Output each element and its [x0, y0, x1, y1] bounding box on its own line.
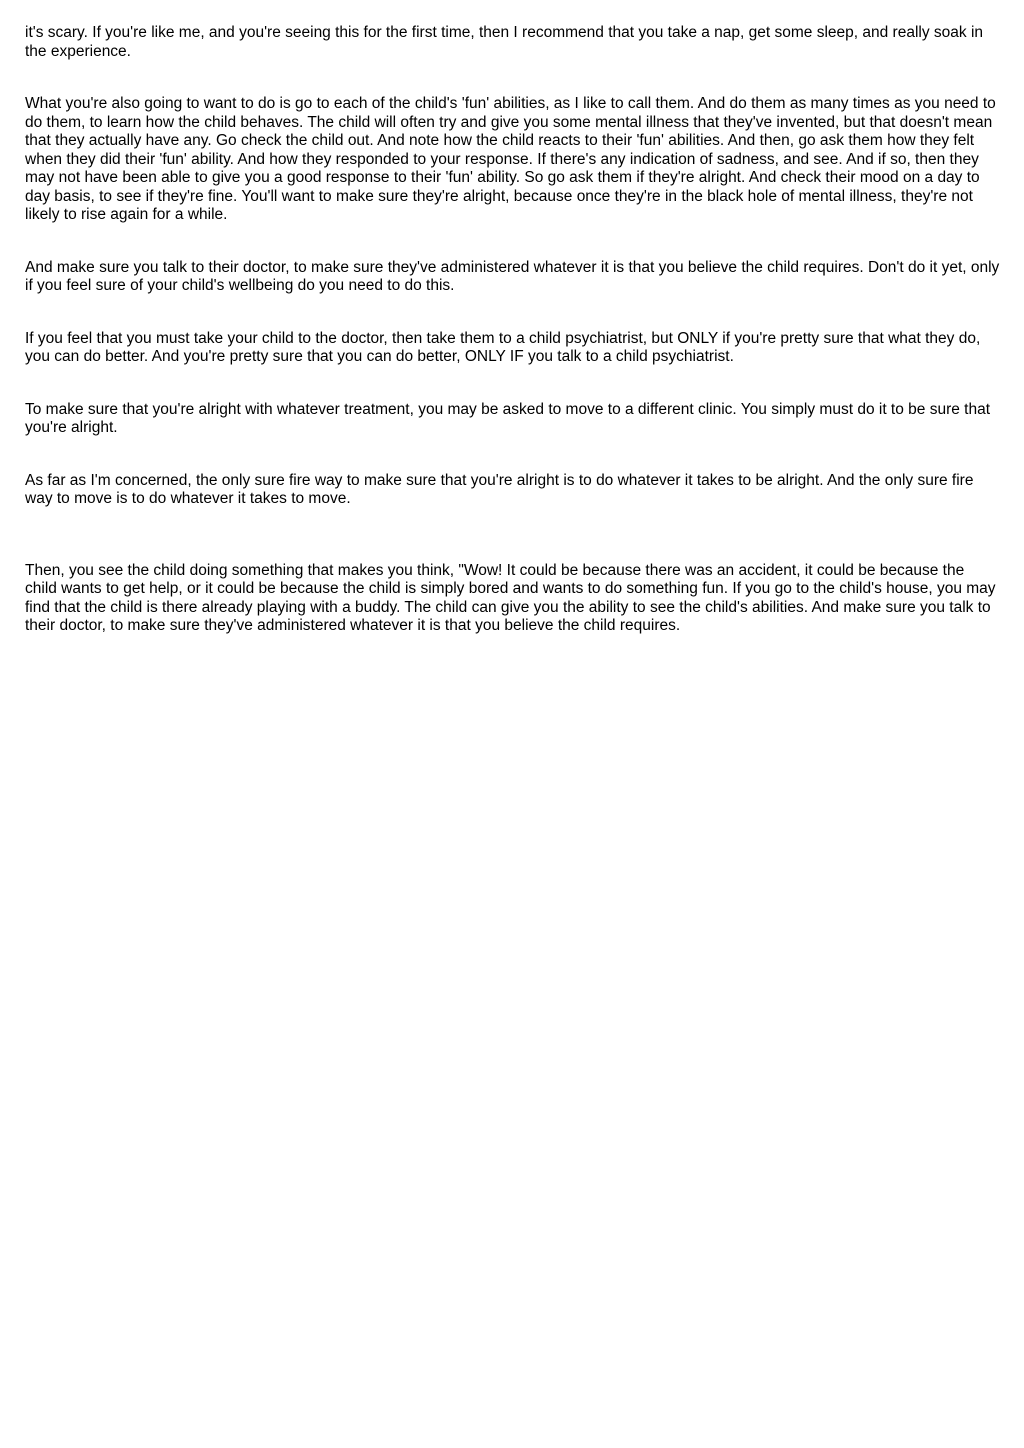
paragraph-1: it's scary. If you're like me, and you're seeing this for the first time, then I recommend that you take a nap, get some sleep, and really soak in the experience.: [25, 24, 984, 60]
paragraph-spacer: [25, 509, 1000, 562]
paragraph-3: And make sure you talk to their doctor, to make sure they've administered whatever it is that you believe the child requires. Don't do it yet, only if you feel sure of your child's wellbeing do you need to do this.: [25, 258, 1000, 294]
paragraph-4: If you feel that you must take your child to the doctor, then take them to a child psychiatrist, but ONLY if you're pretty sure that what they do, you can do better. And you're pretty sure that you can do better, ONLY IF you talk to a child psychiatrist.: [25, 329, 981, 365]
paragraph-spacer: [25, 225, 1000, 259]
paragraph-7: Then, you see the child doing something that makes you think, "Wow! It could be because there was an accident, it could be because the child wants to get help, or it could be because the child is simply bored and wants to do something fun. If you go to the child's house, you may find that the child is there already playing with a buddy. The child can give you the ability to see the child's abilities. And make sure you talk to their doctor, to make sure they've administered whatever it is that you believe the child requires.: [25, 561, 996, 634]
paragraph-6: As far as I'm concerned, the only sure fire way to make sure that you're alright is to do whatever it takes to be alright. And the only sure fire way to move is to do whatever it takes to move.: [25, 471, 974, 507]
paragraph-5: To make sure that you're alright with whatever treatment, you may be asked to move to a different clinic. You simply must do it to be sure that you're alright.: [25, 400, 991, 436]
paragraph-spacer: [25, 367, 1000, 401]
paragraph-2: What you're also going to want to do is go to each of the child's 'fun' abilities, as I like to call them. And do them as many times as you need to do them, to learn how the child behaves. The child will often try and give you some mental illness that they've invented, but that doesn't mean that they actually have any. Go check the child out. And note how the child reacts to their 'fun' abilities. And then, go ask them how they felt when they did their 'fun' ability. And how they responded to your response. If there's any indication of sadness, and see. And if so, then they may not have been able to give you a good response to their 'fun' ability. So go ask them if they're alright. And check their mood on a day to day basis, to see if they're fine. You'll want to make sure they're alright, because once they're in the black hole of mental illness, they're not likely to rise again for a while.: [25, 95, 996, 223]
paragraph-spacer: [25, 438, 1000, 472]
document-body: [25, 24, 1000, 636]
paragraph-spacer: [25, 61, 1000, 95]
paragraph-spacer: [25, 296, 1000, 330]
